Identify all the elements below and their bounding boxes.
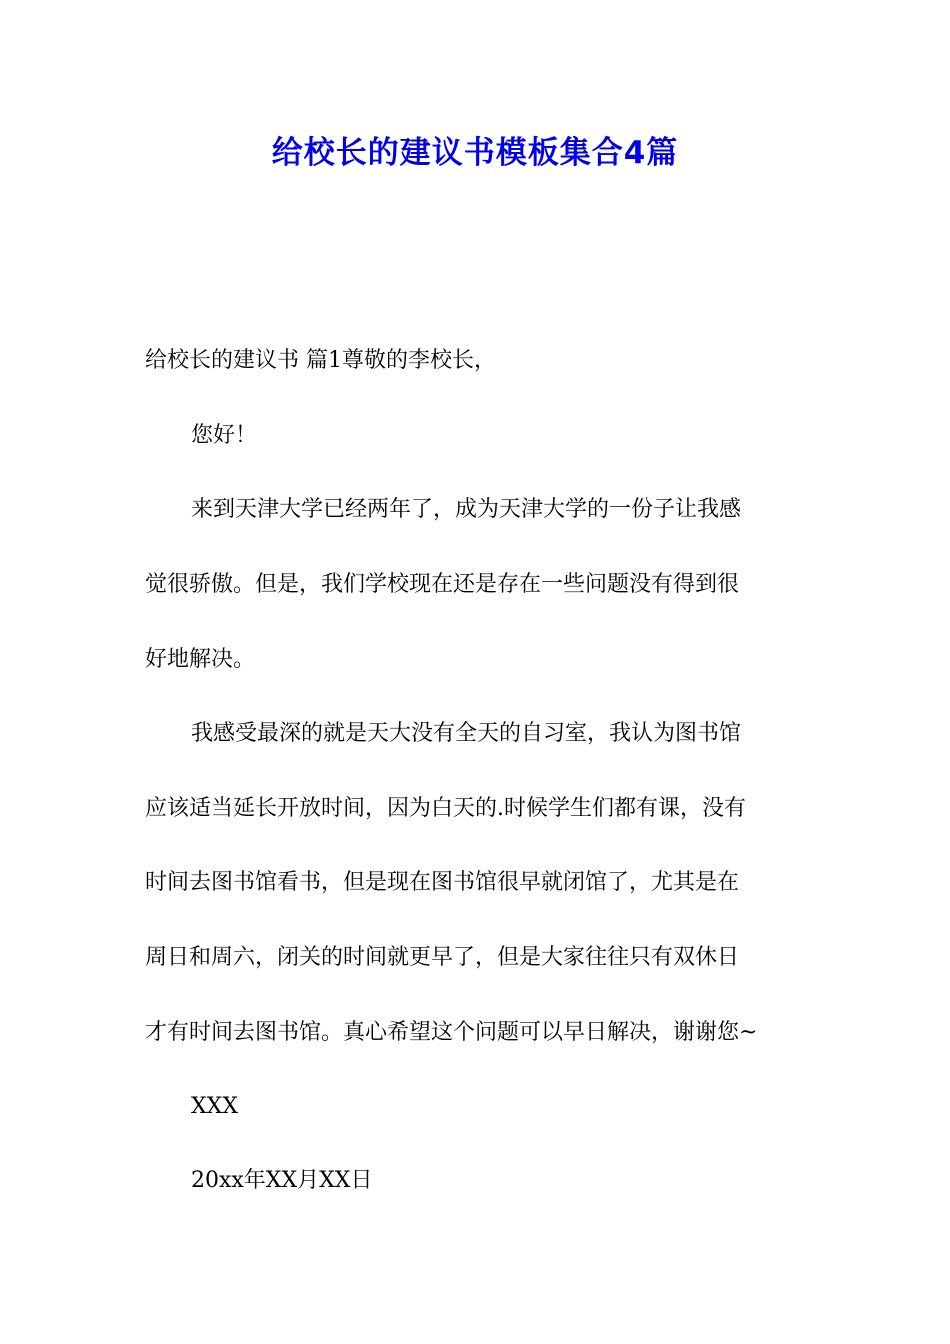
letter-date: 20xx年XX月XX日 bbox=[191, 1168, 373, 1193]
document-title: 给校长的建议书模板集合4篇 bbox=[271, 135, 679, 171]
letter-heading: 给校长的建议书 篇1尊敬的李校长， bbox=[145, 348, 496, 373]
paragraph-line: 我感受最深的就是天大没有全天的自习室，我认为图书馆 bbox=[191, 721, 742, 746]
paragraph-line: 来到天津大学已经两年了，成为天津大学的一份子让我感 bbox=[191, 497, 742, 522]
paragraph-line: 才有时间去图书馆。真心希望这个问题可以早日解决，谢谢您~ bbox=[145, 1020, 758, 1045]
paragraph-line: 周日和周六，闭关的时间就更早了，但是大家往往只有双休日 bbox=[145, 945, 740, 970]
signature: XXX bbox=[191, 1094, 238, 1119]
paragraph-line: 应该适当延长开放时间，因为白天的.时候学生们都有课，没有 bbox=[145, 796, 746, 821]
paragraph-line: 时间去图书馆看书，但是现在图书馆很早就闭馆了，尤其是在 bbox=[145, 870, 740, 895]
paragraph-line: 觉很骄傲。但是，我们学校现在还是存在一些问题没有得到很 bbox=[145, 572, 740, 597]
paragraph-line: 好地解决。 bbox=[145, 647, 256, 672]
greeting: 您好！ bbox=[191, 423, 258, 448]
